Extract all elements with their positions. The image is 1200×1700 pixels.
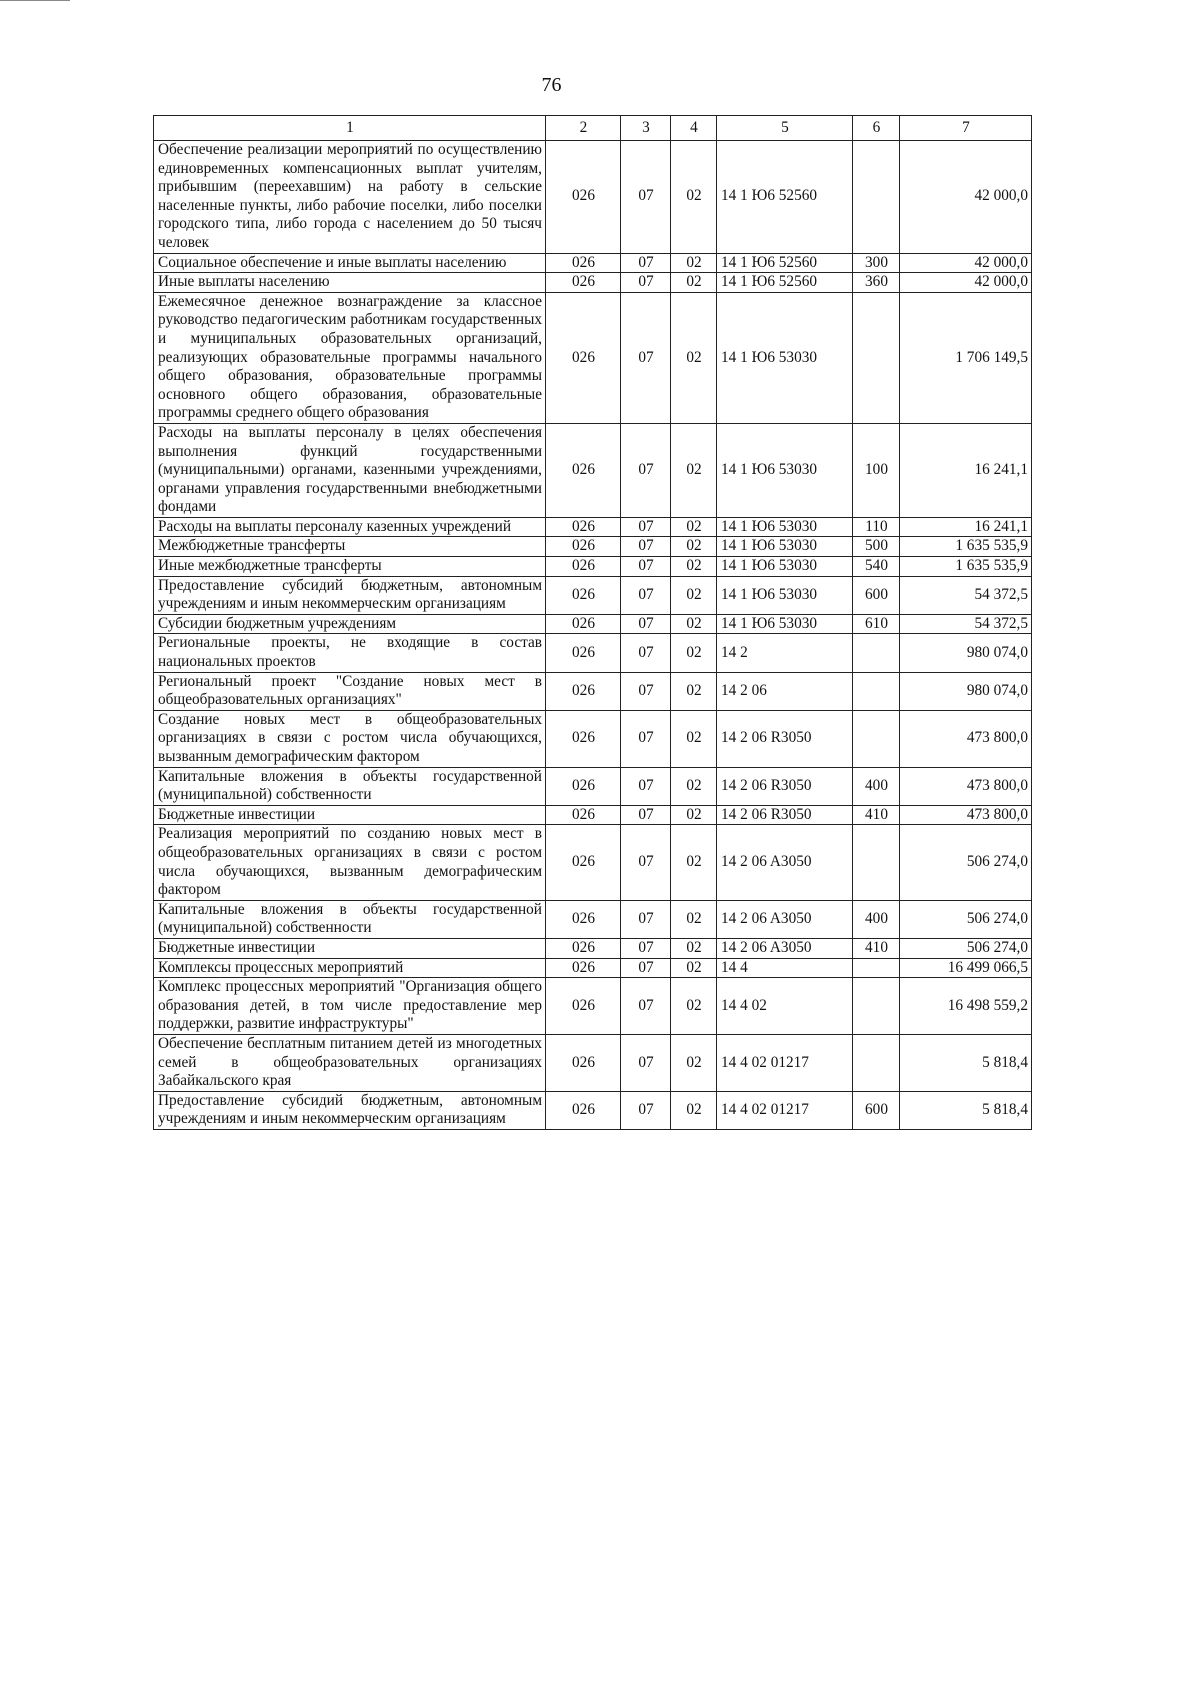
cell-col-4: 02 [671,710,717,767]
cell-col-7: 1 635 535,9 [900,537,1032,557]
row-name: Комплекс процессных мероприятий "Организация общего образования детей, в том числе предоставление мер поддержки, развитие инфраструктуры" [154,978,546,1035]
cell-col-7: 42 000,0 [900,253,1032,273]
row-name: Обеспечение реализации мероприятий по осуществлению единовременных компенсационных выплат учителям, прибывшим (переехавшим) на работу в сельские населенные пункты, либо рабочие поселки, либо поселки городского типа, либо города с населением до 50 тысяч человек [154,141,546,254]
cell-col-4: 02 [671,938,717,958]
cell-col-6 [853,634,900,672]
table-row [154,825,1032,900]
cell-col-4: 02 [671,805,717,825]
cell-col-4: 02 [671,273,717,293]
cell-col-5: 14 2 06 A3050 [717,825,853,900]
table-row [154,614,1032,634]
table-row [154,557,1032,577]
cell-col-3: 07 [621,253,671,273]
cell-col-6 [853,958,900,978]
table-row [154,900,1032,938]
cell-col-2: 026 [546,292,621,423]
cell-col-2: 026 [546,805,621,825]
column-header: 1 [154,116,546,141]
cell-col-7: 1 706 149,5 [900,292,1032,423]
cell-col-6 [853,1034,900,1091]
budget-table [153,115,1032,1130]
row-name: Региональный проект "Создание новых мест в общеобразовательных организациях" [154,672,546,710]
cell-col-7: 980 074,0 [900,672,1032,710]
cell-col-5: 14 1 Ю6 52560 [717,141,853,254]
cell-col-2: 026 [546,253,621,273]
cell-col-6: 410 [853,938,900,958]
table-row [154,767,1032,805]
row-name: Бюджетные инвестиции [154,805,546,825]
cell-col-5: 14 2 06 R3050 [717,767,853,805]
row-name: Обеспечение бесплатным питанием детей из многодетных семей в общеобразовательных организациях Забайкальского края [154,1034,546,1091]
table-row [154,634,1032,672]
row-name: Создание новых мест в общеобразовательных организациях в связи с ростом числа обучающихся, вызванным демографическим фактором [154,710,546,767]
table-row [154,517,1032,537]
row-name: Предоставление субсидий бюджетным, автономным учреждениям и иным некоммерческим организациям [154,1091,546,1129]
cell-col-4: 02 [671,958,717,978]
cell-col-6 [853,825,900,900]
row-name: Капитальные вложения в объекты государственной (муниципальной) собственности [154,767,546,805]
table-row [154,978,1032,1035]
cell-col-6: 400 [853,900,900,938]
cell-col-4: 02 [671,672,717,710]
row-name: Региональные проекты, не входящие в состав национальных проектов [154,634,546,672]
cell-col-7: 42 000,0 [900,141,1032,254]
table-row [154,423,1032,517]
cell-col-2: 026 [546,672,621,710]
column-header: 3 [621,116,671,141]
row-name: Ежемесячное денежное вознаграждение за классное руководство педагогическим работникам государственных и муниципальных образовательных организаций, реализующих образовательные программы начального общего образования, образовательные программы основного общего образования, образовательные программы среднего общего образования [154,292,546,423]
cell-col-4: 02 [671,423,717,517]
cell-col-3: 07 [621,938,671,958]
cell-col-3: 07 [621,672,671,710]
cell-col-6: 600 [853,576,900,614]
header-row [154,116,1032,141]
cell-col-3: 07 [621,273,671,293]
cell-col-7: 473 800,0 [900,767,1032,805]
cell-col-7: 1 635 535,9 [900,557,1032,577]
cell-col-3: 07 [621,805,671,825]
cell-col-7: 506 274,0 [900,825,1032,900]
cell-col-3: 07 [621,1034,671,1091]
cell-col-4: 02 [671,978,717,1035]
cell-col-5: 14 1 Ю6 53030 [717,614,853,634]
column-header: 4 [671,116,717,141]
cell-col-5: 14 4 [717,958,853,978]
cell-col-3: 07 [621,292,671,423]
cell-col-5: 14 1 Ю6 53030 [717,292,853,423]
cell-col-3: 07 [621,614,671,634]
cell-col-5: 14 1 Ю6 53030 [717,557,853,577]
row-name: Расходы на выплаты персоналу в целях обеспечения выполнения функций государственными (муниципальными) органами, казенными учреждениями, органами управления государственными внебюджетными фондами [154,423,546,517]
row-name: Иные межбюджетные трансферты [154,557,546,577]
row-name: Межбюджетные трансферты [154,537,546,557]
cell-col-6 [853,672,900,710]
cell-col-7: 473 800,0 [900,805,1032,825]
row-name: Капитальные вложения в объекты государственной (муниципальной) собственности [154,900,546,938]
cell-col-2: 026 [546,710,621,767]
cell-col-2: 026 [546,978,621,1035]
cell-col-2: 026 [546,141,621,254]
cell-col-2: 026 [546,537,621,557]
cell-col-5: 14 2 06 R3050 [717,710,853,767]
cell-col-3: 07 [621,141,671,254]
cell-col-3: 07 [621,710,671,767]
cell-col-5: 14 4 02 01217 [717,1091,853,1129]
row-name: Субсидии бюджетным учреждениям [154,614,546,634]
cell-col-2: 026 [546,958,621,978]
table-row [154,958,1032,978]
cell-col-6 [853,710,900,767]
table-row [154,537,1032,557]
cell-col-2: 026 [546,900,621,938]
table-row [154,141,1032,254]
cell-col-2: 026 [546,576,621,614]
cell-col-4: 02 [671,253,717,273]
cell-col-4: 02 [671,141,717,254]
cell-col-6: 610 [853,614,900,634]
cell-col-6: 300 [853,253,900,273]
cell-col-2: 026 [546,767,621,805]
cell-col-6: 600 [853,1091,900,1129]
row-name: Комплексы процессных мероприятий [154,958,546,978]
page-number: 76 [541,74,562,96]
cell-col-2: 026 [546,825,621,900]
cell-col-7: 16 241,1 [900,517,1032,537]
table-row [154,672,1032,710]
cell-col-2: 026 [546,634,621,672]
cell-col-7: 506 274,0 [900,900,1032,938]
cell-col-3: 07 [621,978,671,1035]
cell-col-3: 07 [621,1091,671,1129]
cell-col-7: 54 372,5 [900,576,1032,614]
table-row [154,253,1032,273]
cell-col-3: 07 [621,423,671,517]
row-name: Реализация мероприятий по созданию новых мест в общеобразовательных организациях в связи с ростом числа обучающихся, вызванным демографическим фактором [154,825,546,900]
cell-col-6: 400 [853,767,900,805]
table-row [154,805,1032,825]
table-row [154,938,1032,958]
cell-col-2: 026 [546,557,621,577]
cell-col-4: 02 [671,900,717,938]
table-row [154,292,1032,423]
table-row [154,1034,1032,1091]
cell-col-6: 410 [853,805,900,825]
cell-col-5: 14 1 Ю6 53030 [717,537,853,557]
cell-col-5: 14 2 06 R3050 [717,805,853,825]
cell-col-6 [853,978,900,1035]
table-row [154,273,1032,293]
cell-col-5: 14 4 02 [717,978,853,1035]
cell-col-6: 110 [853,517,900,537]
cell-col-2: 026 [546,938,621,958]
cell-col-3: 07 [621,557,671,577]
cell-col-5: 14 1 Ю6 53030 [717,423,853,517]
cell-col-5: 14 2 06 A3050 [717,938,853,958]
cell-col-7: 5 818,4 [900,1034,1032,1091]
table-row [154,1091,1032,1129]
cell-col-5: 14 1 Ю6 53030 [717,517,853,537]
cell-col-6: 100 [853,423,900,517]
cell-col-7: 506 274,0 [900,938,1032,958]
cell-col-2: 026 [546,517,621,537]
cell-col-4: 02 [671,537,717,557]
cell-col-6 [853,292,900,423]
cell-col-6: 540 [853,557,900,577]
column-header: 6 [853,116,900,141]
cell-col-3: 07 [621,767,671,805]
cell-col-5: 14 2 06 [717,672,853,710]
scan-artifact [0,0,70,1]
column-header: 7 [900,116,1032,141]
cell-col-4: 02 [671,1091,717,1129]
row-name: Расходы на выплаты персоналу казенных учреждений [154,517,546,537]
cell-col-5: 14 1 Ю6 52560 [717,273,853,293]
cell-col-5: 14 2 06 A3050 [717,900,853,938]
cell-col-7: 473 800,0 [900,710,1032,767]
cell-col-6: 360 [853,273,900,293]
cell-col-4: 02 [671,767,717,805]
cell-col-3: 07 [621,576,671,614]
cell-col-4: 02 [671,576,717,614]
cell-col-6 [853,141,900,254]
row-name: Социальное обеспечение и иные выплаты населению [154,253,546,273]
row-name: Бюджетные инвестиции [154,938,546,958]
cell-col-4: 02 [671,614,717,634]
row-name: Иные выплаты населению [154,273,546,293]
cell-col-3: 07 [621,517,671,537]
cell-col-7: 16 498 559,2 [900,978,1032,1035]
cell-col-2: 026 [546,614,621,634]
cell-col-7: 42 000,0 [900,273,1032,293]
column-header: 2 [546,116,621,141]
cell-col-7: 5 818,4 [900,1091,1032,1129]
cell-col-4: 02 [671,825,717,900]
cell-col-4: 02 [671,557,717,577]
cell-col-2: 026 [546,1091,621,1129]
cell-col-4: 02 [671,292,717,423]
column-header: 5 [717,116,853,141]
table-row [154,710,1032,767]
cell-col-4: 02 [671,517,717,537]
cell-col-3: 07 [621,900,671,938]
cell-col-3: 07 [621,634,671,672]
cell-col-6: 500 [853,537,900,557]
cell-col-7: 54 372,5 [900,614,1032,634]
cell-col-2: 026 [546,423,621,517]
cell-col-4: 02 [671,1034,717,1091]
table-row [154,576,1032,614]
cell-col-7: 16 241,1 [900,423,1032,517]
cell-col-5: 14 4 02 01217 [717,1034,853,1091]
cell-col-5: 14 1 Ю6 52560 [717,253,853,273]
cell-col-7: 980 074,0 [900,634,1032,672]
cell-col-2: 026 [546,1034,621,1091]
cell-col-7: 16 499 066,5 [900,958,1032,978]
cell-col-3: 07 [621,958,671,978]
cell-col-5: 14 2 [717,634,853,672]
cell-col-2: 026 [546,273,621,293]
cell-col-5: 14 1 Ю6 53030 [717,576,853,614]
cell-col-3: 07 [621,537,671,557]
cell-col-3: 07 [621,825,671,900]
cell-col-4: 02 [671,634,717,672]
row-name: Предоставление субсидий бюджетным, автономным учреждениям и иным некоммерческим организациям [154,576,546,614]
